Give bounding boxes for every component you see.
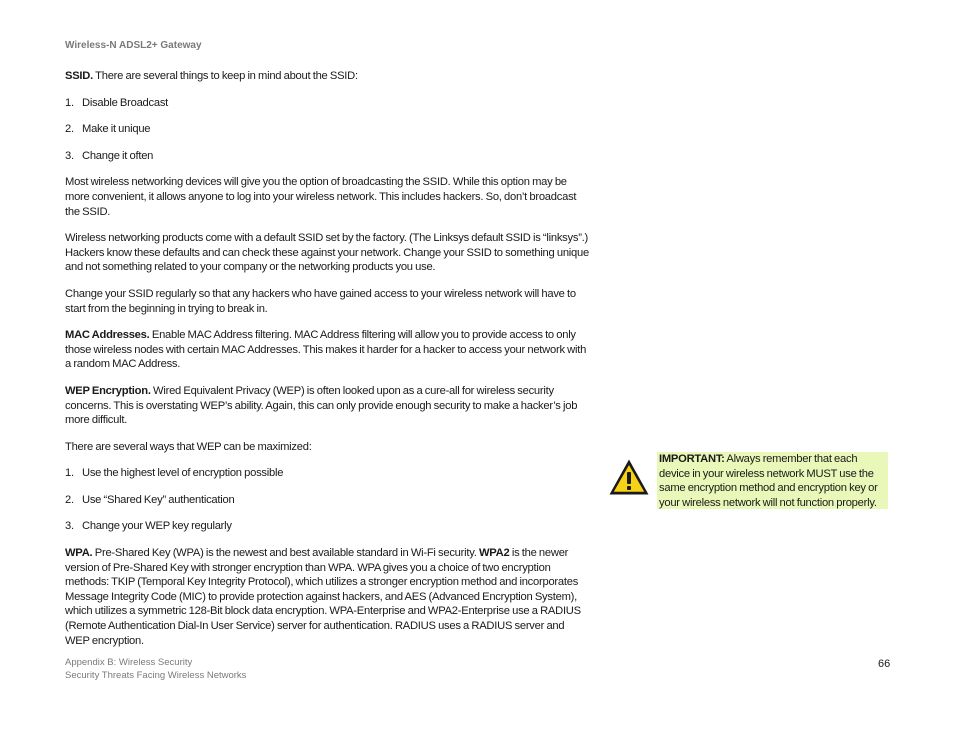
footer-subsection: Security Threats Facing Wireless Networks <box>65 669 247 681</box>
ssid-intro: SSID. There are several things to keep in mind about the SSID: <box>65 70 358 82</box>
page-number: 66 <box>878 658 891 670</box>
main-content <box>65 69 590 660</box>
note-text: Always remember that each device in your wireless network MUST use the same encryption method and encryption key or your wireless network will not function properly. <box>659 453 878 509</box>
wpa2-heading: WPA2 <box>478 547 510 560</box>
wep-intro: There are several ways that WEP can be maximized: <box>65 440 312 453</box>
ssid-heading: SSID. <box>65 70 93 82</box>
note-box <box>657 452 888 509</box>
wep-heading: WEP Encryption. <box>65 384 151 397</box>
warning-icon <box>608 458 650 496</box>
important-note <box>608 452 890 510</box>
wep-paragraph: WEP Encryption. Wired Equivalent Privacy (WEP) is often looked upon as a cure-all for wireless security concerns. This is overstating WEP’s ability. Again, this can only provide enough security to make a hacker’s job more difficult. <box>65 384 578 427</box>
note-label: IMPORTANT: <box>659 453 725 465</box>
running-header: Wireless-N ADSL2+ Gateway <box>65 40 202 51</box>
list-item: 1. Use the highest level of encryption possible <box>65 467 284 480</box>
ssid-paragraph: Most wireless networking devices will give you the option of broadcasting the SSID. While this option may be more convenient, it allows anyone to log into your wireless network. This includes hackers. So, don’t broadcast the SSID. <box>65 176 577 218</box>
list-item: 1. Disable Broadcast <box>65 96 169 109</box>
list-item: 3. Change it often <box>65 149 154 162</box>
footer-section: Appendix B: Wireless Security <box>65 657 193 668</box>
mac-heading: MAC Addresses. <box>65 329 150 342</box>
wpa-paragraph: WPA. Pre-Shared Key (WPA) is the newest and best available standard in Wi-Fi security. WPA2 is the newer version of Pre-Shared Key with stronger encryption than WPA. WPA gives you a choice of two encryption methods: TKIP (Temporal Key Integrity Protocol), which utilizes a stronger encryption method and incorporates Message Integrity Code (MIC) to provide protection against hackers, and AES (Advanced Encryption System), which utilizes a symmetric 128-Bit block data encryption. WPA-Enterprise and WPA2-Enterprise use a RADIUS (Remote Authentication Dial-In User Service) server for authentication. RADIUS uses a RADIUS server and WEP encryption. <box>65 547 581 647</box>
ssid-paragraph: Change your SSID regularly so that any hackers who have gained access to your wireless network will have to start from the beginning in trying to break in. <box>65 287 576 315</box>
list-item: 2. Make it unique <box>65 123 151 136</box>
list-item: 2. Use “Shared Key” authentication <box>65 493 235 506</box>
wpa-heading: WPA. <box>65 547 93 560</box>
list-item: 3. Change your WEP key regularly <box>65 520 232 533</box>
ssid-paragraph: Wireless networking products come with a default SSID set by the factory. (The Linksys default SSID is “linksys”.) Hackers know these defaults and can check these against your network. Change your SSID to something unique and not something related to your company or the networking products you use. <box>65 232 589 274</box>
mac-paragraph: MAC Addresses. Enable MAC Address filtering. MAC Address filtering will allow you to provide access to only those wireless nodes with certain MAC Addresses. This makes it harder for a hacker to access your network with a random MAC Address. <box>65 329 587 371</box>
footer <box>65 657 246 682</box>
